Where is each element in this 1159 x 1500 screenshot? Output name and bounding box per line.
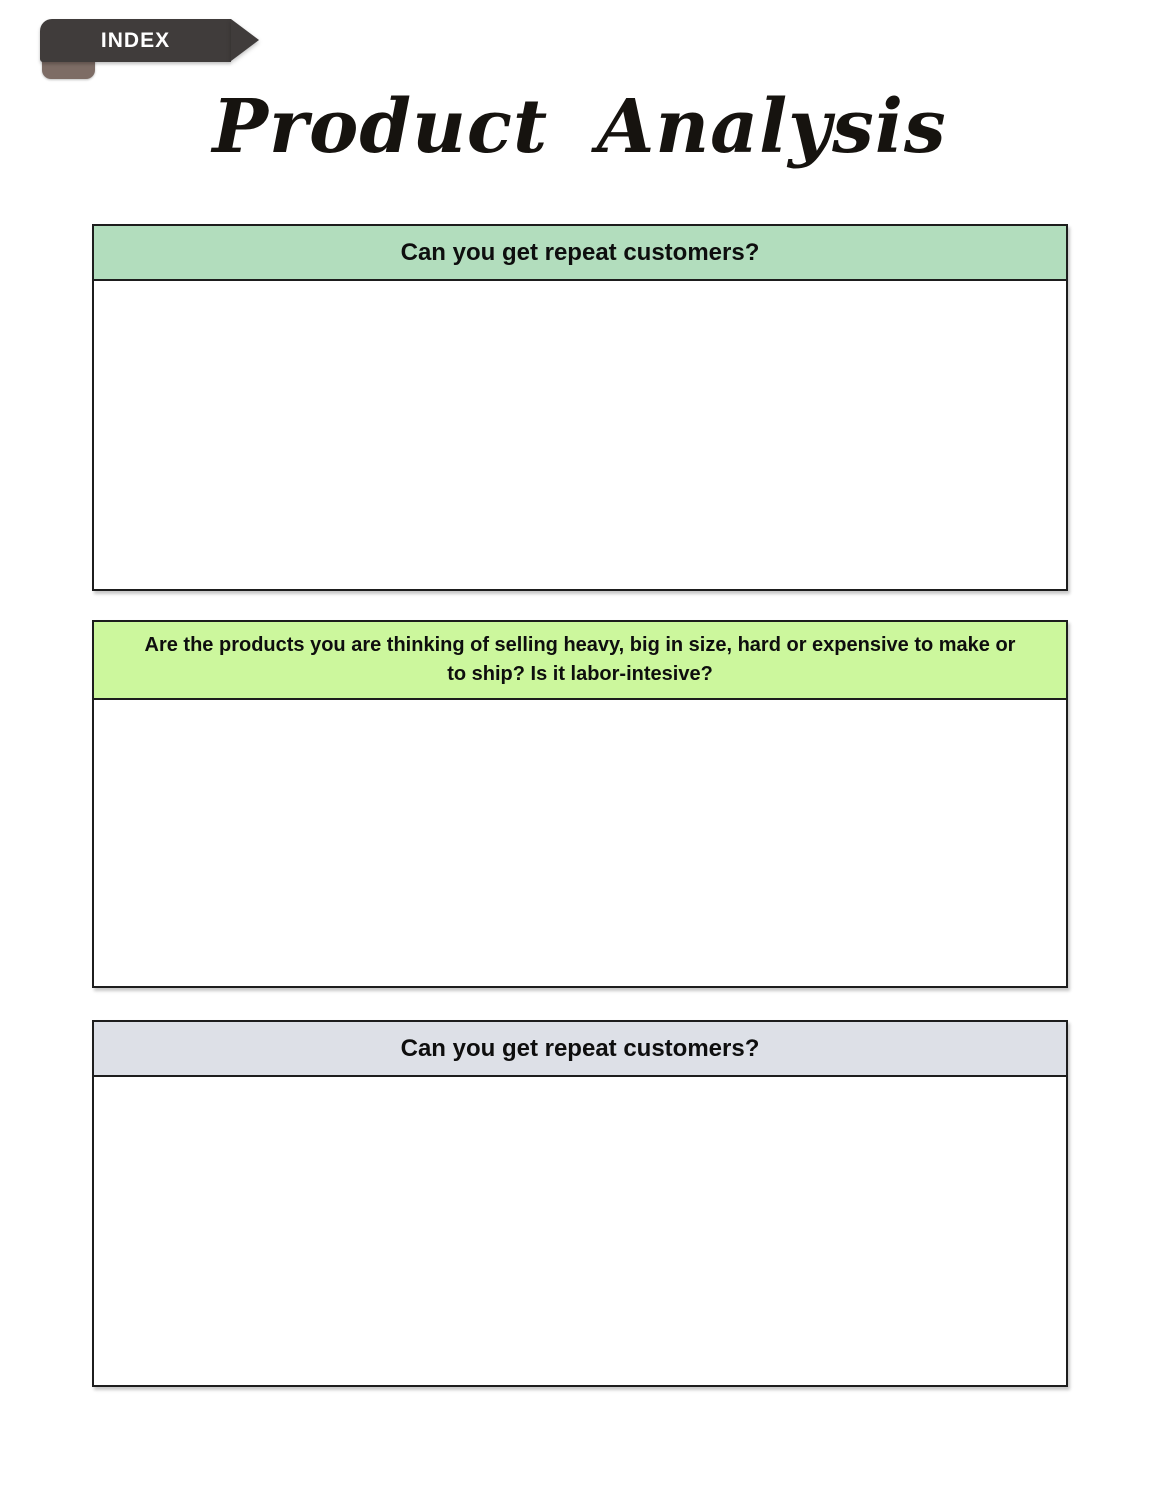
question-section-product-logistics (92, 620, 1068, 988)
question-header (92, 1020, 1068, 1077)
answer-box[interactable] (92, 700, 1068, 988)
question-text: Can you get repeat customers? (400, 1034, 760, 1062)
answer-box[interactable] (92, 1077, 1068, 1387)
question-text: Can you get repeat customers? (400, 238, 760, 266)
question-section-repeat-customers-2 (92, 1020, 1068, 1387)
index-tab-ribbon[interactable] (40, 19, 231, 62)
question-text: Are the products you are thinking of selling heavy, big in size, hard or expensive to make or to ship? Is it labor-intesive? (144, 634, 1016, 685)
answer-box[interactable] (92, 281, 1068, 591)
question-section-repeat-customers-1 (92, 224, 1068, 591)
index-tab[interactable] (0, 0, 280, 90)
question-header (92, 620, 1068, 700)
index-tab-arrow-icon (231, 19, 259, 61)
page-title: Product Analysis (212, 84, 947, 170)
index-tab-label: INDEX (100, 28, 171, 52)
question-header (92, 224, 1068, 281)
